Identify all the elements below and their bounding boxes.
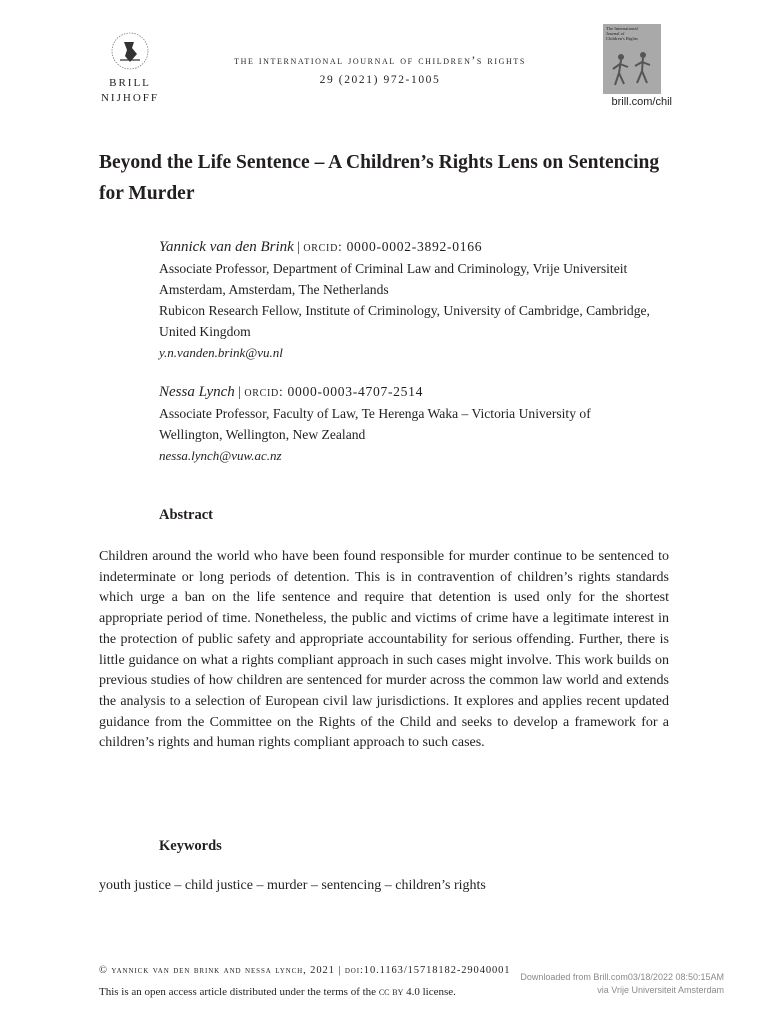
separator: | xyxy=(293,239,304,254)
publisher-logo xyxy=(96,30,164,106)
publisher-name: BRILL NIJHOFF xyxy=(100,77,159,104)
author-name: Nessa Lynch xyxy=(159,384,235,400)
author-block-1 xyxy=(159,236,679,363)
copyright-line: © yannick van den brink and nessa lynch, 2021 | doi:10.1163/15718182-29040001 xyxy=(99,965,511,976)
cover-title: The International Journal of Children's Rights xyxy=(606,26,638,41)
keywords-text: youth justice – child justice – murder – sentencing – children’s rights xyxy=(99,878,486,893)
orcid-link[interactable]: orcid: 0000-0002-3892-0166 xyxy=(303,239,483,254)
journal-url-link[interactable]: brill.com/chil xyxy=(611,96,672,108)
author-email-link[interactable]: nessa.lynch@vuw.ac.nz xyxy=(159,448,282,463)
journal-header xyxy=(180,52,580,90)
abstract-text: Children around the world who have been found responsible for murder continue to be sentenced to indeterminate or long periods of detention. This is in contravention of children’s rights standards which urge a ban on the life sentence and require that detention is used only for the shortest appropriate period of time. Nonetheless, the public and victims of crime have a legitimate interest in the protection of public safety and appropriate accountability for serious offending. Further, there is little guidance on what a rights compliant approach in such cases might involve. This work builds on previous studies of how children are sentenced for murder across the common law world and extends the analysis to a selection of European civil law jurisdictions. It explores and applies recent updated guidance from the Committee on the Rights of the Child and seeks to develop a framework for a children’s rights and human rights compliant approach to such cases. xyxy=(99,549,669,751)
children-figures-icon xyxy=(603,43,661,91)
author-affiliation: Associate Professor, Faculty of Law, Te Herenga Waka – Victoria University of Wellington, Wellington, New Zealand xyxy=(159,406,591,442)
orcid-link[interactable]: orcid: 0000-0003-4707-2514 xyxy=(244,384,424,399)
journal-issue: 29 (2021) 972-1005 xyxy=(319,74,441,86)
brill-seal-icon xyxy=(104,30,156,72)
author-email-link[interactable]: y.n.vanden.brink@vu.nl xyxy=(159,345,283,360)
author-block-2 xyxy=(159,381,679,466)
author-affiliation: Associate Professor, Department of Criminal Law and Criminology, Vrije Universiteit Amsterdam, Amsterdam, The Netherlands xyxy=(159,261,628,297)
license-line: This is an open access article distributed under the terms of the cc by 4.0 license. xyxy=(99,986,456,998)
license-link[interactable]: cc by 4.0 xyxy=(378,986,420,998)
journal-name: the international journal of children’s rights xyxy=(234,55,526,67)
download-watermark: Downloaded from Brill.com03/18/2022 08:50:15AM via Vrije Universiteit Amsterdam xyxy=(520,972,724,995)
journal-cover-thumbnail xyxy=(603,24,661,94)
article-title: Beyond the Life Sentence – A Children’s Rights Lens on Sentencing for Murder xyxy=(99,152,660,204)
keywords-heading: Keywords xyxy=(159,838,222,854)
abstract-heading: Abstract xyxy=(159,507,213,523)
author-affiliation: Rubicon Research Fellow, Institute of Criminology, University of Cambridge, Cambridge, United Kingdom xyxy=(159,303,650,339)
author-name: Yannick van den Brink xyxy=(159,239,294,255)
separator: | xyxy=(234,384,245,399)
